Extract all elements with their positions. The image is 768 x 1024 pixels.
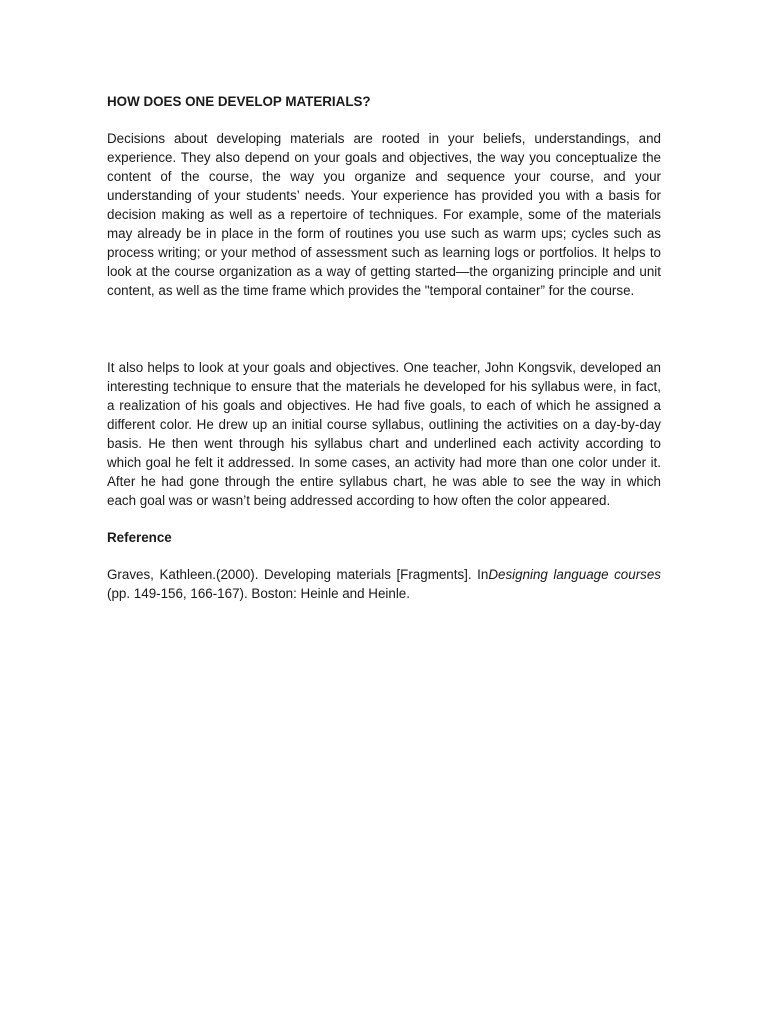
reference-heading: Reference <box>107 530 172 545</box>
paragraph-decisions: Decisions about developing materials are rooted in your beliefs, understandings, and experience. They also depend on your goals and objectives, the way you conceptualize the content of the course, the way you organize and sequence your course, and your understanding of your students’ needs. Your experience has provided you with a basis for decision making as well as a repertoire of techniques. For example, some of the materials may already be in place in the form of routines you use such as warm ups; cycles such as process writing; or your method of assessment such as learning logs or portfolios. It helps to look at the course organization as a way of getting started—the organizing principle and unit content, as well as the time frame which provides the "temporal container” for the course. <box>107 131 661 298</box>
reference-citation <box>107 565 661 603</box>
paragraph-goals-objectives: It also helps to look at your goals and objectives. One teacher, John Kongsvik, developed an interesting technique to ensure that the materials he developed for his syllabus were, in fact, a realization of his goals and objectives. He had five goals, to each of which he assigned a different color. He drew up an initial course syllabus, outlining the activities on a day-by-day basis. He then went through his syllabus chart and underlined each activity according to which goal he felt it addressed. In some cases, an activity had more than one color under it. After he had gone through the entire syllabus chart, he was able to see the way in which each goal was or wasn’t being addressed according to how often the color appeared. <box>107 360 661 508</box>
document-page <box>107 92 661 603</box>
reference-author: Graves, Kathleen.(2000). Developing materials [Fragments]. In <box>107 567 489 582</box>
reference-book-title: Designing language courses <box>488 567 661 582</box>
document-heading: HOW DOES ONE DEVELOP MATERIALS? <box>107 94 371 109</box>
reference-pages-publisher: (pp. 149-156, 166-167). Boston: Heinle and Heinle. <box>107 586 410 601</box>
